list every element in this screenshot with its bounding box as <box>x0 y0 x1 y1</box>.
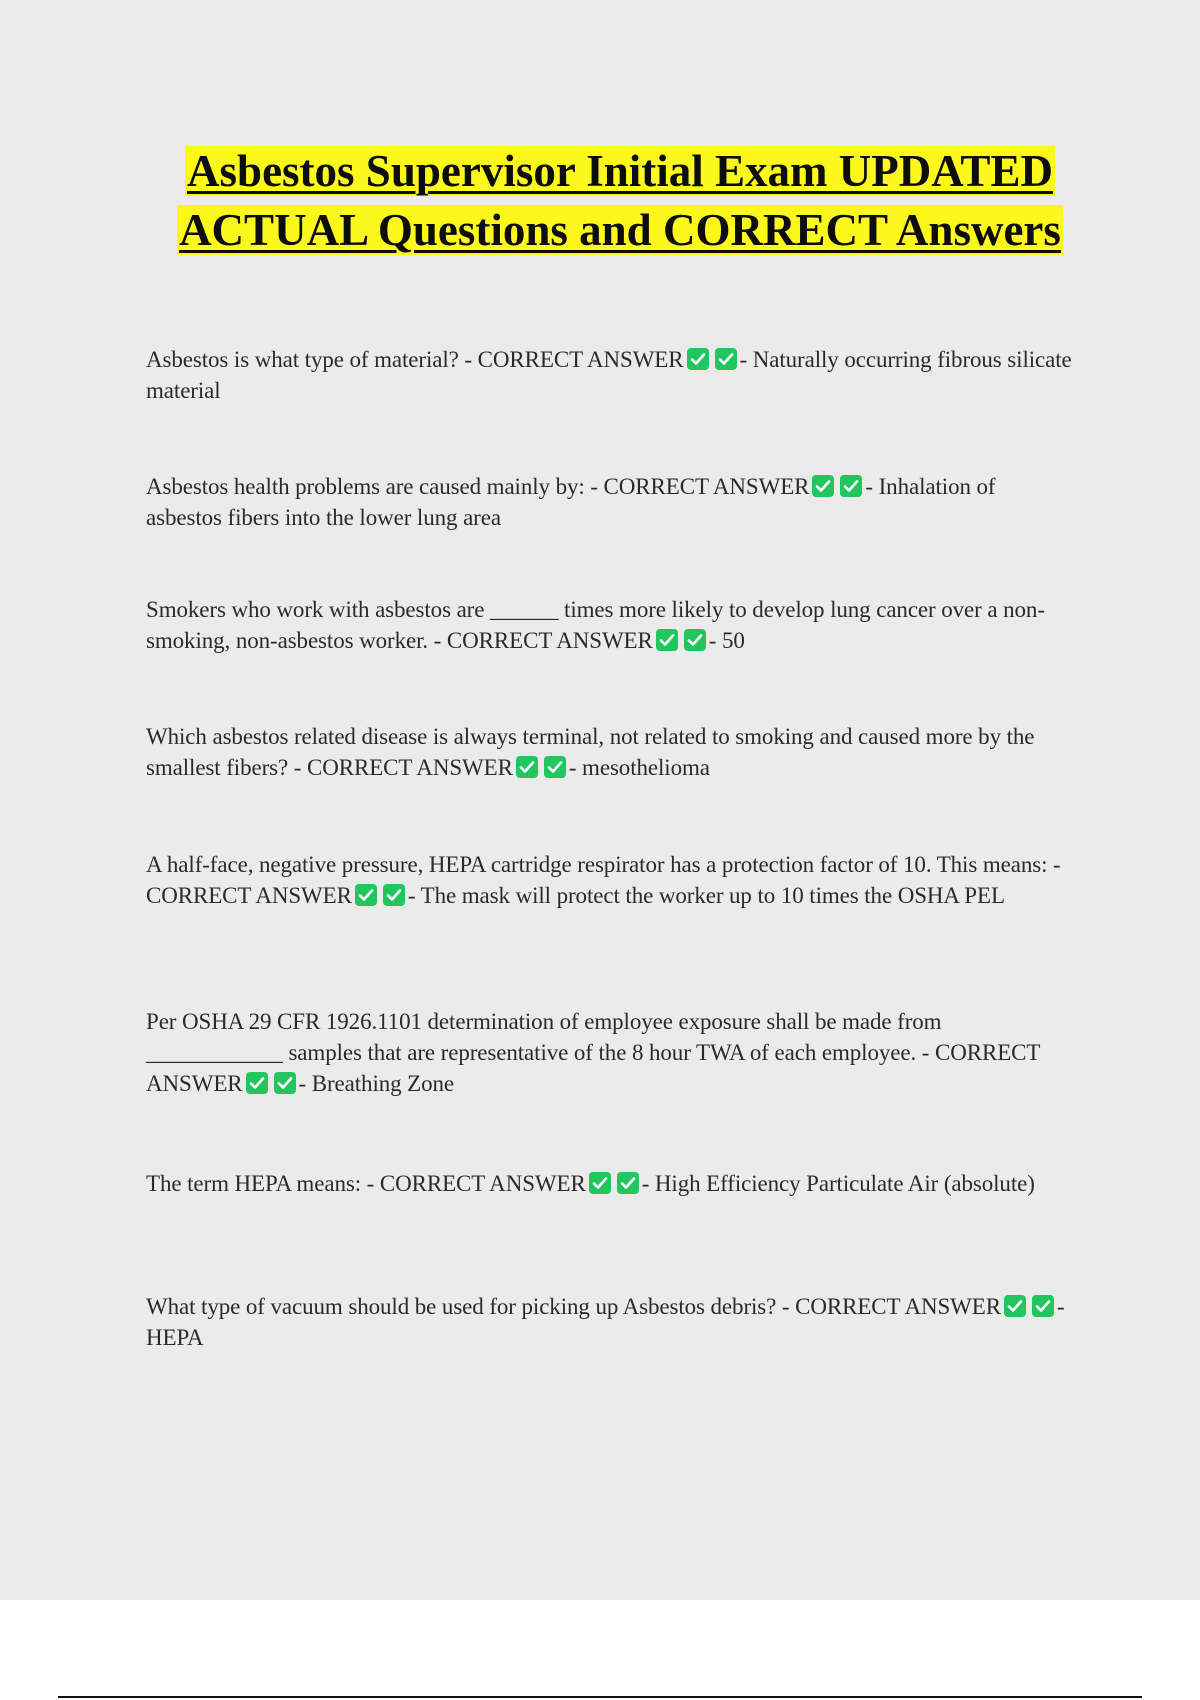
check-box-icon <box>354 883 378 907</box>
answer-marker: CORRECT ANSWER <box>477 347 684 372</box>
check-box-icon <box>1031 1294 1055 1318</box>
answer-marker: CORRECT ANSWER <box>306 755 513 780</box>
answer-marker: CORRECT ANSWER <box>146 1040 1040 1096</box>
answer-text: Breathing Zone <box>311 1071 455 1096</box>
question-text: What type of vacuum should be used for picking up Asbestos debris? <box>146 1294 777 1319</box>
check-box-icon <box>683 628 707 652</box>
check-box-icon <box>686 347 710 371</box>
answer-marker: CORRECT ANSWER <box>795 1294 1001 1319</box>
answer-text: The mask will protect the worker up to 10 times the OSHA PEL <box>420 883 1005 908</box>
check-box-icon <box>543 755 567 779</box>
check-box-icon <box>714 347 738 371</box>
answer-text: HEPA <box>146 1325 204 1350</box>
answer-text: 50 <box>721 628 745 653</box>
answer-marker: CORRECT ANSWER <box>379 1171 586 1196</box>
question-text: Per OSHA 29 CFR 1926.1101 determination of employee exposure shall be made from ____________ samples that are representative of the 8 hour TWA of each employee. <box>146 1009 942 1065</box>
check-box-icon <box>382 883 406 907</box>
qa-item: Asbestos is what type of material? - CORRECT ANSWER - Naturally occurring fibrous silicate material <box>146 347 1072 403</box>
qa-item: A half-face, negative pressure, HEPA cartridge respirator has a protection factor of 10. This means: - CORRECT ANSWER - The mask will protect the worker up to 10 times the OSHA PEL <box>146 852 1061 908</box>
qa-item: Which asbestos related disease is always terminal, not related to smoking and caused more by the smallest fibers? - CORRECT ANSWER - mesothelioma <box>146 724 1035 780</box>
answer-text: Naturally occurring fibrous silicate material <box>146 347 1072 403</box>
answer-text: Inhalation of asbestos fibers into the lower lung area <box>146 474 996 530</box>
document-title <box>140 142 1100 260</box>
check-box-icon <box>1003 1294 1027 1318</box>
question-text: The term HEPA means: <box>146 1171 361 1196</box>
question-text: Which asbestos related disease is always terminal, not related to smoking and caused more by the smallest fibers? <box>146 724 1035 780</box>
check-box-icon <box>616 1171 640 1195</box>
answer-text: mesothelioma <box>582 755 710 780</box>
answer-marker: CORRECT ANSWER <box>446 628 653 653</box>
check-box-icon <box>839 474 863 498</box>
page-footer-rule <box>58 1696 1142 1698</box>
answer-marker: CORRECT ANSWER <box>603 474 810 499</box>
qa-item: What type of vacuum should be used for picking up Asbestos debris? - CORRECT ANSWER - HEPA <box>146 1294 1065 1350</box>
check-box-icon <box>588 1171 612 1195</box>
check-box-icon <box>515 755 539 779</box>
qa-item: Smokers who work with asbestos are ______ times more likely to develop lung cancer over a non-smoking, non-asbestos worker. - CORRECT ANSWER - 50 <box>146 597 1045 653</box>
document-title-text: Asbestos Supervisor Initial Exam UPDATED ACTUAL Questions and CORRECT Answers <box>179 146 1061 255</box>
qa-item: Asbestos health problems are caused mainly by: - CORRECT ANSWER - Inhalation of asbestos fibers into the lower lung area <box>146 474 996 530</box>
check-box-icon <box>811 474 835 498</box>
check-box-icon <box>273 1071 297 1095</box>
answer-marker: CORRECT ANSWER <box>146 883 352 908</box>
check-box-icon <box>655 628 679 652</box>
check-box-icon <box>245 1071 269 1095</box>
question-text: A half-face, negative pressure, HEPA cartridge respirator has a protection factor of 10. This means: <box>146 852 1048 877</box>
question-text: Asbestos health problems are caused mainly by: <box>146 474 585 499</box>
question-text: Asbestos is what type of material? <box>146 347 459 372</box>
qa-item: The term HEPA means: - CORRECT ANSWER - High Efficiency Particulate Air (absolute) <box>146 1171 1035 1196</box>
answer-text: High Efficiency Particulate Air (absolute) <box>654 1171 1035 1196</box>
qa-item: Per OSHA 29 CFR 1926.1101 determination of employee exposure shall be made from ____________ samples that are representative of the 8 hour TWA of each employee. - CORRECT ANSWER - Breathing Zone <box>146 1009 1040 1096</box>
question-text: Smokers who work with asbestos are ______ times more likely to develop lung cancer over a non-smoking, non-asbestos worker. <box>146 597 1045 653</box>
